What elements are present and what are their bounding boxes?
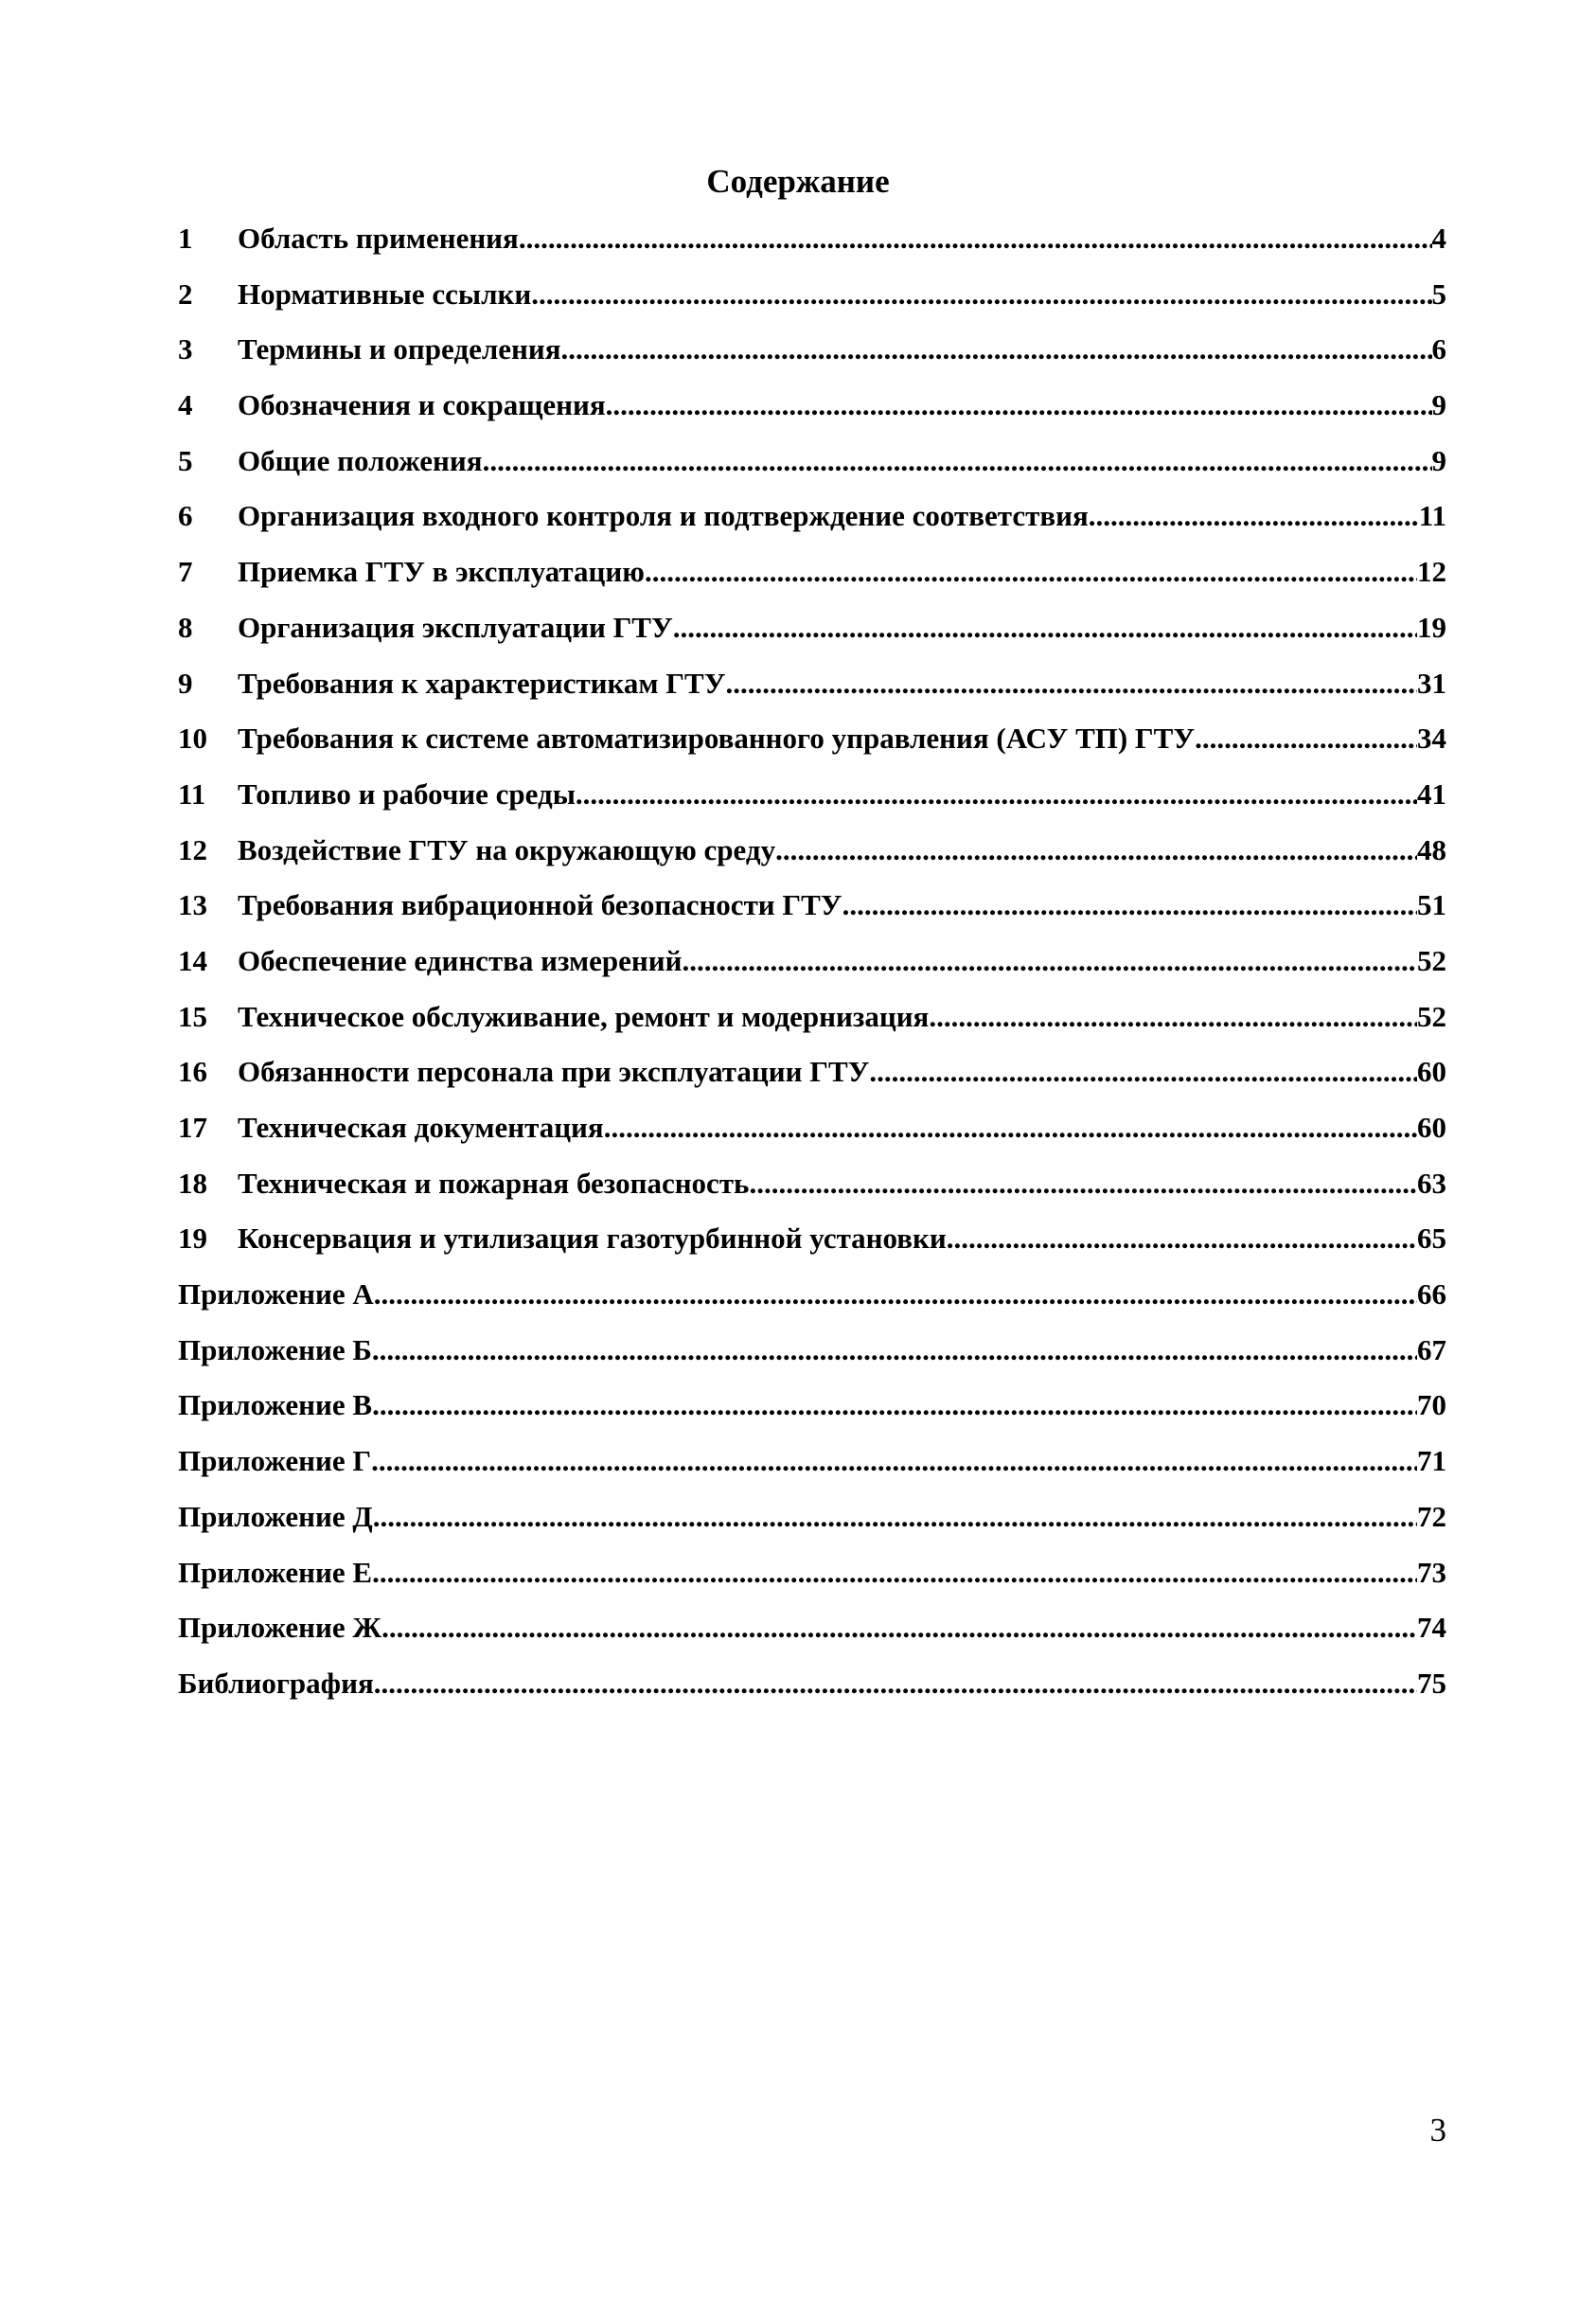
- toc-entry-number: 16: [178, 1055, 207, 1089]
- toc-entry-page: 51: [1417, 888, 1446, 922]
- toc-entry: [178, 332, 1446, 388]
- toc-entry-page: 41: [1417, 776, 1446, 811]
- toc-entry-number: 6: [178, 499, 193, 533]
- toc-entry: [178, 1000, 1446, 1056]
- toc-entry-page: 74: [1417, 1611, 1446, 1645]
- toc-entry-page: 75: [1417, 1666, 1446, 1700]
- toc-entry-label: Термины и определения: [238, 332, 561, 366]
- toc-entry-label: Нормативные ссылки: [238, 276, 532, 311]
- toc-entry-number: 17: [178, 1111, 207, 1144]
- toc-entry-label: Приложение Г: [178, 1444, 372, 1478]
- toc-dot-leader: [560, 332, 1431, 366]
- toc-entry-label: Библиография: [178, 1666, 374, 1700]
- toc-entry-page: 11: [1418, 499, 1446, 533]
- toc-dot-leader: [775, 833, 1417, 867]
- toc-entry-number: 12: [178, 832, 207, 866]
- toc-dot-leader: [725, 667, 1417, 701]
- toc-entry: [178, 944, 1446, 1000]
- toc-entry-page: 12: [1417, 555, 1446, 589]
- toc-entry-number: 4: [178, 388, 193, 422]
- toc-entry-page: 31: [1417, 666, 1446, 700]
- toc-entry-number: 7: [178, 555, 193, 589]
- toc-entry-label: Общие положения: [238, 443, 483, 477]
- toc-entry-page: 65: [1417, 1222, 1446, 1256]
- toc-entry: [178, 888, 1446, 944]
- toc-entry-label: Приложение Ж: [178, 1611, 382, 1645]
- toc-entry-page: 73: [1417, 1555, 1446, 1589]
- toc-entry: [178, 1556, 1446, 1612]
- toc-entry: [178, 833, 1446, 889]
- toc-dot-leader: [372, 1556, 1417, 1590]
- toc-entry: [178, 1444, 1446, 1500]
- toc-entry-page: 6: [1431, 332, 1446, 366]
- toc-dot-leader: [604, 1111, 1417, 1145]
- toc-entry-page: 70: [1417, 1388, 1446, 1422]
- toc-entry: [178, 777, 1446, 833]
- toc-entry-label: Техническое обслуживание, ремонт и модернизация: [238, 999, 930, 1033]
- toc-entry: [178, 444, 1446, 500]
- toc-entry: [178, 1333, 1446, 1389]
- toc-entry-label: Требования вибрационной безопасности ГТУ: [238, 888, 842, 922]
- toc-dot-leader: [842, 888, 1417, 922]
- toc-entry-page: 52: [1417, 999, 1446, 1033]
- toc-dot-leader: [869, 1055, 1417, 1089]
- toc-dot-leader: [947, 1222, 1417, 1256]
- toc-entry-label: Приложение А: [178, 1277, 374, 1311]
- toc-entry: [178, 1667, 1446, 1722]
- toc-dot-leader: [606, 388, 1432, 422]
- toc-entry-label: Обязанности персонала при эксплуатации ГТУ: [238, 1055, 870, 1089]
- toc-entry-label: Приложение Е: [178, 1555, 373, 1589]
- toc-entry-page: 5: [1431, 276, 1446, 311]
- toc-dot-leader: [374, 1667, 1417, 1701]
- page-number: 3: [1429, 2112, 1446, 2149]
- toc-entry-number: 1: [178, 222, 193, 255]
- toc-entry-number: 14: [178, 943, 207, 977]
- toc-dot-leader: [483, 444, 1432, 478]
- toc-entry-number: 5: [178, 443, 193, 477]
- toc-entry-number: 13: [178, 888, 207, 922]
- toc-dot-leader: [929, 1000, 1417, 1034]
- toc-entry: [178, 1111, 1446, 1167]
- toc-entry-page: 60: [1417, 1055, 1446, 1089]
- toc-entry: [178, 499, 1446, 555]
- toc-entry-page: 4: [1431, 222, 1446, 255]
- toc-entry-number: 9: [178, 666, 193, 700]
- toc-entry: [178, 1277, 1446, 1333]
- toc-entry-page: 9: [1431, 443, 1446, 477]
- toc-entry-label: Область применения: [238, 222, 519, 255]
- toc-dot-leader: [374, 1277, 1417, 1311]
- toc-entry: [178, 611, 1446, 667]
- toc-entry-page: 9: [1431, 388, 1446, 422]
- toc-entry: [178, 277, 1446, 333]
- toc-entry-label: Обозначения и сокращения: [238, 388, 606, 422]
- toc-entry: [178, 1222, 1446, 1277]
- toc-entry-page: 34: [1417, 722, 1446, 756]
- toc-entry-label: Приложение Б: [178, 1332, 372, 1366]
- toc-entry-label: Приемка ГТУ в эксплуатацию: [238, 555, 645, 589]
- toc-entry-page: 52: [1417, 943, 1446, 977]
- toc-dot-leader: [645, 555, 1417, 589]
- table-of-contents: [178, 222, 1446, 1722]
- toc-entry-number: 2: [178, 276, 193, 311]
- toc-entry: [178, 1167, 1446, 1222]
- toc-entry-page: 48: [1417, 832, 1446, 866]
- toc-entry-label: Приложение В: [178, 1388, 373, 1422]
- toc-entry-label: Техническая и пожарная безопасность: [238, 1166, 750, 1200]
- toc-entry: [178, 1388, 1446, 1444]
- toc-dot-leader: [1195, 722, 1417, 756]
- toc-dot-leader: [749, 1167, 1417, 1201]
- toc-entry-number: 8: [178, 610, 193, 644]
- toc-entry-number: 19: [178, 1222, 207, 1256]
- toc-entry-page: 67: [1417, 1332, 1446, 1366]
- toc-dot-leader: [531, 277, 1431, 312]
- page-title: Содержание: [706, 163, 890, 200]
- toc-entry-page: 66: [1417, 1277, 1446, 1311]
- toc-entry-label: Организация эксплуатации ГТУ: [238, 610, 673, 644]
- toc-entry-number: 15: [178, 999, 207, 1033]
- toc-entry: [178, 388, 1446, 444]
- toc-entry-number: 18: [178, 1166, 207, 1200]
- toc-entry-label: Обеспечение единства измерений: [238, 943, 683, 977]
- toc-entry-number: 3: [178, 332, 193, 366]
- toc-entry-label: Техническая документация: [238, 1111, 604, 1144]
- toc-entry: [178, 222, 1446, 277]
- toc-dot-leader: [381, 1611, 1417, 1645]
- toc-dot-leader: [1089, 499, 1419, 533]
- toc-entry-label: Топливо и рабочие среды: [238, 776, 576, 811]
- toc-entry-number: 11: [178, 776, 206, 811]
- toc-entry-label: Воздействие ГТУ на окружающую среду: [238, 832, 776, 866]
- toc-dot-leader: [576, 777, 1417, 812]
- toc-entry-label: Требования к системе автоматизированного управления (АСУ ТП) ГТУ: [238, 722, 1196, 756]
- toc-entry-label: Требования к характеристикам ГТУ: [238, 666, 726, 700]
- toc-entry: [178, 555, 1446, 611]
- toc-entry-page: 63: [1417, 1166, 1446, 1200]
- toc-entry-label: Консервация и утилизация газотурбинной установки: [238, 1222, 947, 1256]
- toc-dot-leader: [373, 1500, 1417, 1534]
- toc-entry: [178, 722, 1446, 777]
- toc-entry-page: 19: [1417, 610, 1446, 644]
- toc-entry: [178, 1500, 1446, 1556]
- toc-entry-number: 10: [178, 722, 207, 756]
- toc-entry-label: Организация входного контроля и подтверждение соответствия: [238, 499, 1089, 533]
- toc-dot-leader: [372, 1388, 1417, 1422]
- toc-dot-leader: [683, 944, 1418, 978]
- toc-dot-leader: [519, 222, 1432, 256]
- toc-entry-label: Приложение Д: [178, 1499, 373, 1533]
- toc-dot-leader: [372, 1333, 1417, 1367]
- toc-entry: [178, 667, 1446, 722]
- toc-dot-leader: [673, 611, 1417, 645]
- toc-dot-leader: [371, 1444, 1417, 1478]
- toc-entry: [178, 1611, 1446, 1667]
- toc-entry-page: 72: [1417, 1499, 1446, 1533]
- toc-entry-page: 71: [1417, 1444, 1446, 1478]
- toc-entry-page: 60: [1417, 1111, 1446, 1144]
- toc-entry: [178, 1055, 1446, 1111]
